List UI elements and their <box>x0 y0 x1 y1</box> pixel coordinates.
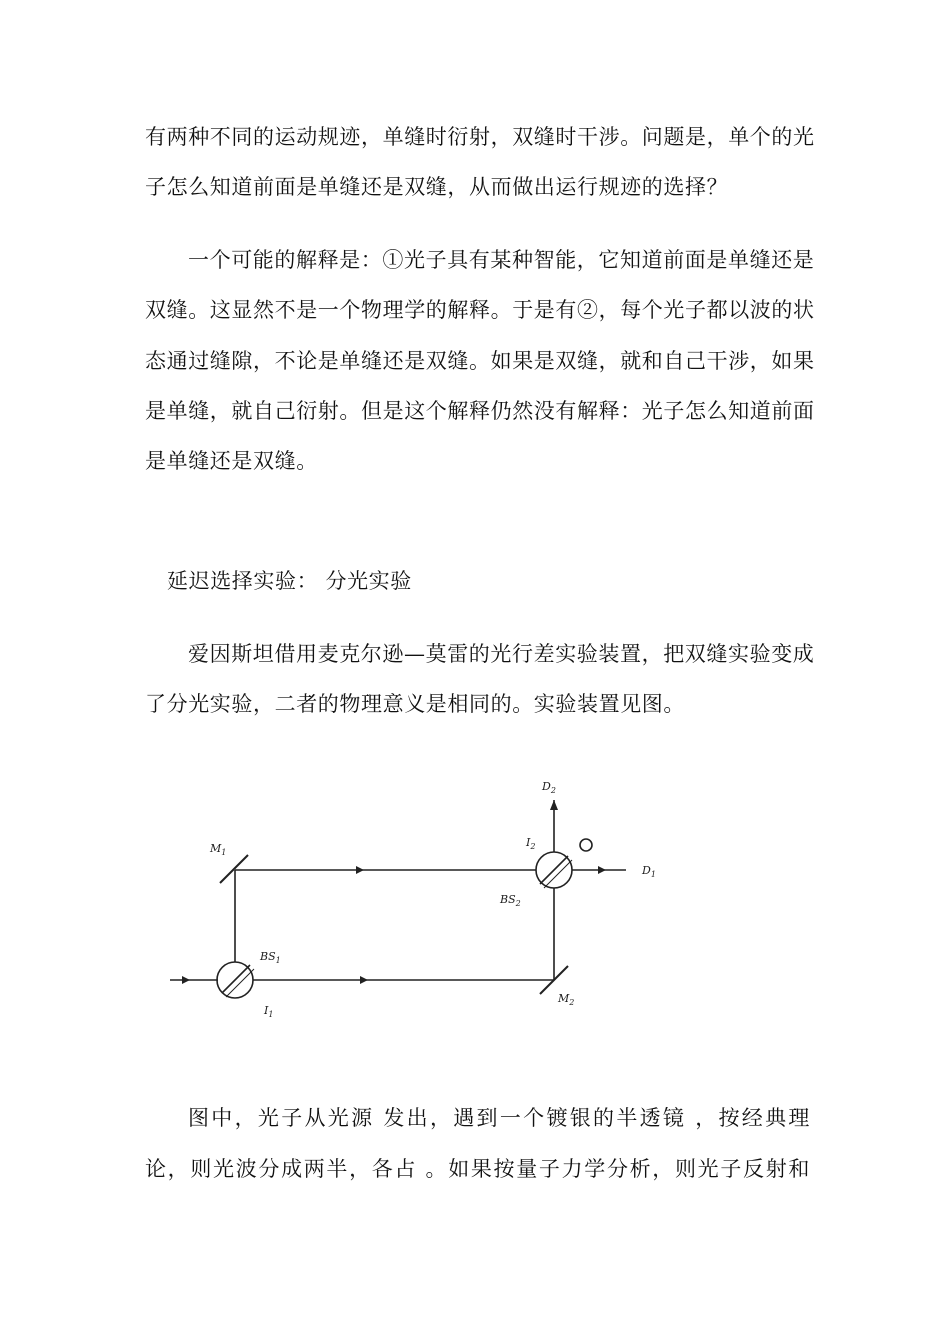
section-heading: 延迟选择实验： 分光实验 <box>167 569 412 593</box>
label-d2: $D_2$ <box>542 780 556 795</box>
arrowhead <box>550 800 558 810</box>
label-i1: $I_1$ <box>264 1004 274 1019</box>
text-line: 子怎么知道前面是单缝还是双缝，从而做出运行规迹的选择？ <box>145 175 729 199</box>
beam-splitter-1-mirror <box>222 965 250 993</box>
label-i2: $I_2$ <box>526 836 536 851</box>
arrowhead <box>360 976 368 984</box>
mirror-m1 <box>220 855 248 883</box>
label-bs1: $BS_1$ <box>260 950 281 965</box>
text-line: 是单缝，就自己衍射。但是这个解释仍然没有解释：光子怎么知道前面 <box>145 399 815 423</box>
text-line: 双缝。这显然不是一个物理学的解释。于是有②，每个光子都以波的状 <box>145 298 815 322</box>
text-line: 了分光实验，二者的物理意义是相同的。实验装置见图。 <box>145 692 685 716</box>
text-line: 一个可能的解释是：①光子具有某种智能，它知道前面是单缝还是 <box>188 248 815 272</box>
text-line: 爱因斯坦借用麦克尔逊—莫雷的光行差实验装置，把双缝实验变成 <box>188 642 815 666</box>
label-m2: $M_2$ <box>558 992 575 1007</box>
beam-splitter-diagram <box>160 770 680 1030</box>
text-line: 态通过缝隙，不论是单缝还是双缝。如果是双缝，就和自己干涉，如果 <box>145 349 815 373</box>
beam-splitter-2-mirror <box>540 856 568 884</box>
label-bs2: $BS_2$ <box>500 893 521 908</box>
phase-shifter <box>580 839 592 851</box>
arrowhead <box>598 866 606 874</box>
text-line: 图中，光子从光源 发出，遇到一个镀银的半透镜 ，按经典理 <box>188 1106 810 1130</box>
arrowhead <box>356 866 364 874</box>
text-line: 论，则光波分成两半，各占 。如果按量子力学分析，则光子反射和 <box>145 1157 810 1181</box>
arrowhead <box>182 976 190 984</box>
label-d1: $D_1$ <box>642 864 656 879</box>
text-line: 是单缝还是双缝。 <box>145 449 318 473</box>
label-m1: $M_1$ <box>210 842 227 857</box>
text-line: 有两种不同的运动规迹，单缝时衍射，双缝时干涉。问题是，单个的光 <box>145 125 815 149</box>
